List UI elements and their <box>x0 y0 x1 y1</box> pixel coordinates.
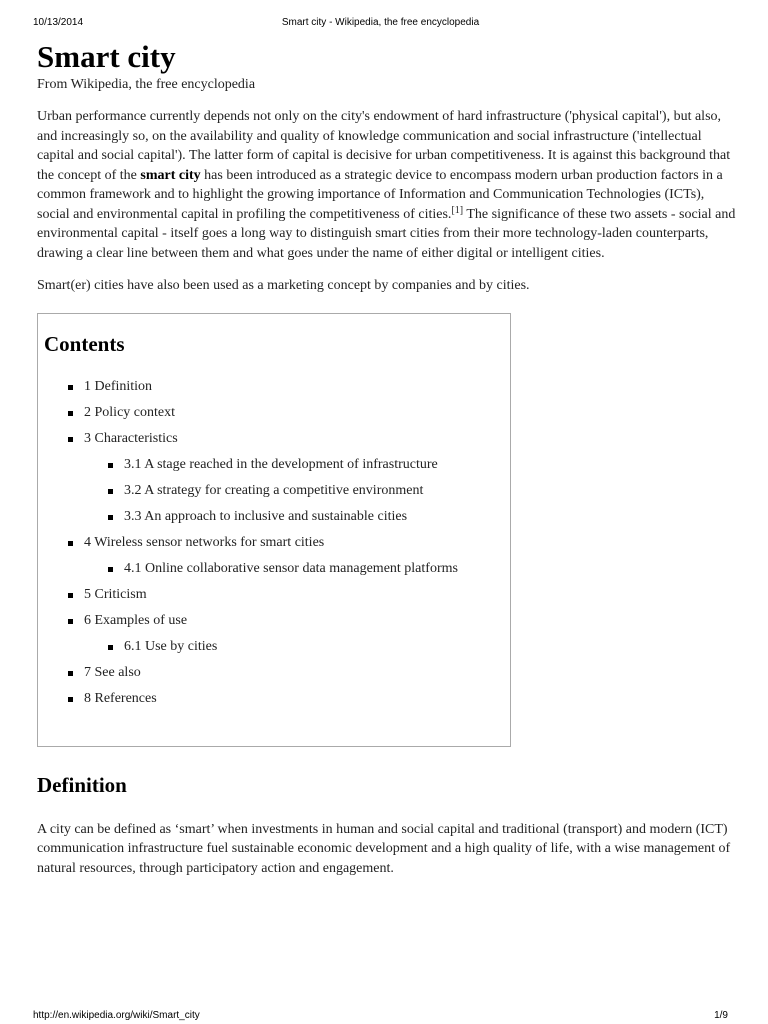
toc-link[interactable]: 6 Examples of use <box>84 612 188 628</box>
bullet-icon <box>68 697 73 702</box>
toc-item <box>44 686 510 712</box>
toc-item <box>44 400 510 426</box>
toc-link[interactable]: 2 Policy context <box>84 404 175 420</box>
toc-link[interactable]: 4 Wireless sensor networks for smart cities <box>84 534 325 550</box>
table-of-contents <box>37 313 511 747</box>
section-heading-definition: Definition <box>37 772 127 797</box>
toc-item <box>44 452 510 478</box>
toc-link[interactable]: 5 Criticism <box>84 586 147 602</box>
intro-paragraph-2: Smart(er) cities have also been used as a marketing concept by companies and by cities. <box>37 278 530 293</box>
bullet-icon <box>108 515 113 520</box>
toc-link[interactable]: 3.3 An approach to inclusive and sustainable cities <box>124 508 408 524</box>
toc-link[interactable]: 4.1 Online collaborative sensor data management platforms <box>124 560 458 576</box>
intro-paragraph <box>37 107 737 263</box>
toc-item <box>44 374 510 400</box>
intro-text-b: has been introduced as a strategic device to encompass modern urban production factors in a common framework and to highlight the growing importance of Information and Communication Technologies (ICTs), social and environmental capital in profiling the competitiveness of cities. <box>37 167 723 222</box>
bullet-icon <box>68 593 73 598</box>
toc-link[interactable]: 1 Definition <box>84 378 153 394</box>
toc-heading: Contents <box>44 331 125 356</box>
toc-item <box>44 530 510 556</box>
toc-item <box>44 556 510 582</box>
article-tagline: From Wikipedia, the free encyclopedia <box>37 77 256 92</box>
toc-item <box>44 660 510 686</box>
bullet-icon <box>108 567 113 572</box>
intro-text-c: The significance of these two assets - social and environmental capital - itself goes a long way to distinguish smart cities from their more technology-laden counterparts, drawing a clear line between them and what goes under the name of either digital or intelligent cities. <box>37 206 736 261</box>
toc-item <box>44 426 510 452</box>
print-url: http://en.wikipedia.org/wiki/Smart_city <box>33 1010 200 1021</box>
toc-item <box>44 478 510 504</box>
toc-link[interactable]: 3 Characteristics <box>84 430 178 446</box>
toc-list <box>44 374 510 712</box>
bullet-icon <box>68 411 73 416</box>
bullet-icon <box>108 463 113 468</box>
bullet-icon <box>68 671 73 676</box>
intro-text-a: Urban performance currently depends not only on the city's endowment of hard infrastructure ('physical capital'), but also, and increasingly so, on the availability and quality of knowledge communication and social infrastructure ('intellectual capital and social capital'). The latter form of capital is decisive for urban competitiveness. It is against this background that the concept of the <box>37 109 731 183</box>
toc-link[interactable]: 6.1 Use by cities <box>124 638 218 654</box>
toc-link[interactable]: 8 References <box>84 690 157 706</box>
intro-bold-term: smart city <box>140 167 201 183</box>
toc-link[interactable]: 3.1 A stage reached in the development of infrastructure <box>124 456 438 472</box>
bullet-icon <box>68 619 73 624</box>
bullet-icon <box>108 489 113 494</box>
bullet-icon <box>68 385 73 390</box>
toc-link[interactable]: 7 See also <box>84 664 141 680</box>
toc-link[interactable]: 3.2 A strategy for creating a competitive environment <box>124 482 424 498</box>
toc-item <box>44 504 510 530</box>
toc-item <box>44 634 510 660</box>
bullet-icon <box>68 437 73 442</box>
print-header <box>33 17 728 31</box>
print-page-number: 1/9 <box>714 1010 728 1021</box>
definition-paragraph: A city can be defined as ‘smart’ when investments in human and social capital and traditional (transport) and modern (ICT) communication infrastructure fuel sustainable economic development and a high quality of life, with a wise management of natural resources, through participatory action and engagement. <box>37 821 731 876</box>
print-page-title: Smart city - Wikipedia, the free encyclopedia <box>281 17 480 28</box>
page-title: Smart city <box>37 39 176 74</box>
print-date: 10/13/2014 <box>33 17 84 28</box>
toc-item <box>44 608 510 634</box>
print-footer <box>33 1010 728 1024</box>
toc-item <box>44 582 510 608</box>
article-content <box>37 38 737 878</box>
bullet-icon <box>68 541 73 546</box>
citation-link[interactable]: [1] <box>451 204 464 216</box>
bullet-icon <box>108 645 113 650</box>
